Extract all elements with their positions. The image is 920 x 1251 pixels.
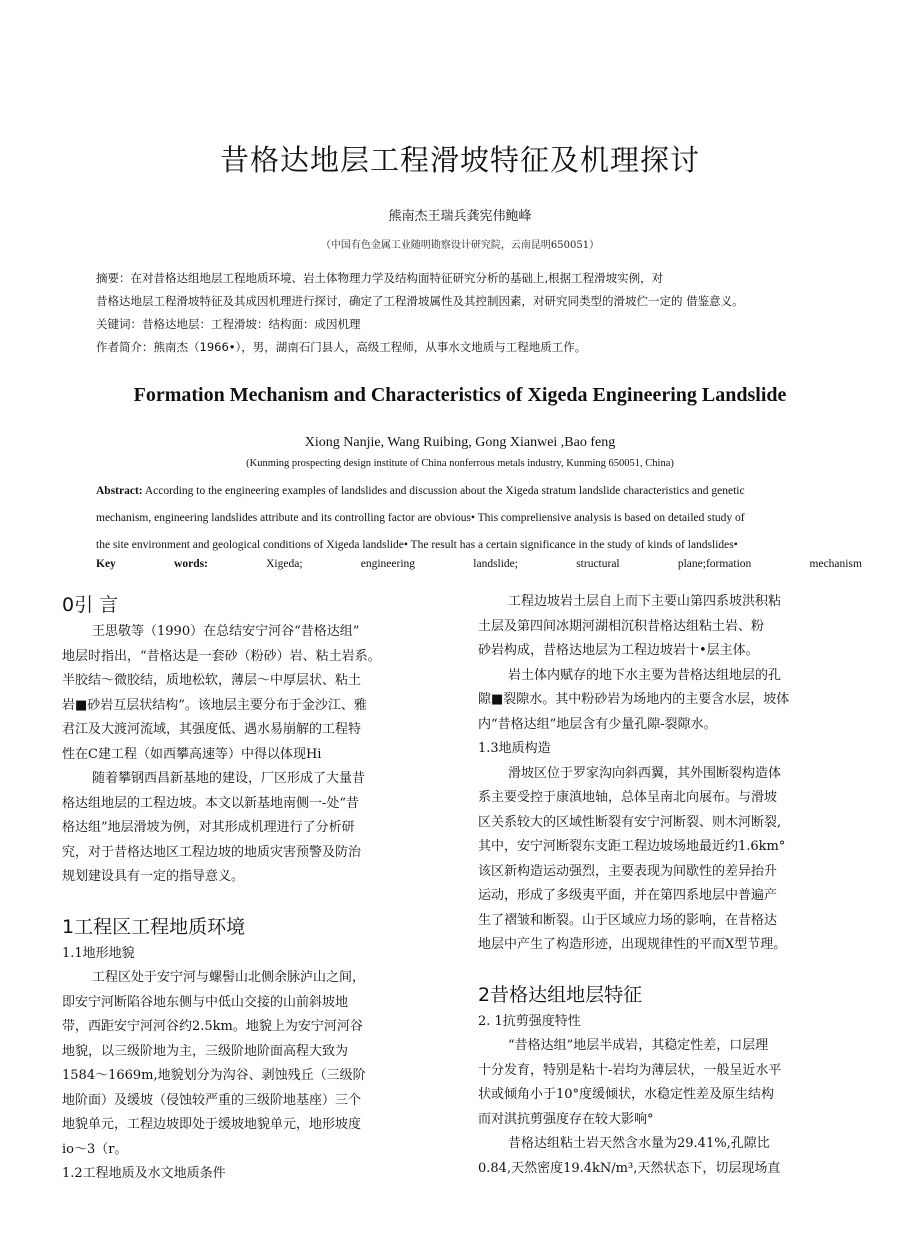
subsection-heading-1-3: 1.3地质构造 [478, 741, 551, 756]
authors-cn: 熊南杰王瑞兵龚宪伟鲍峰 [388, 209, 532, 224]
paragraph-line: 其中，安宁河断裂东支距工程边坡场地最近约1.6km° [478, 839, 786, 854]
paragraph-line: 地貌，以三级阶地为主，三级阶地阶面高程大致为 [62, 1043, 349, 1059]
keywords-en-label-words: words: [174, 558, 208, 570]
paragraph-line: 区关系较大的区域性断裂有安宁河断裂、则木河断裂, [478, 814, 782, 830]
section-heading-intro: 0引 言 [62, 594, 119, 616]
paragraph-line: 地层时指出，“昔格达是一套砂（粉砂）岩、粘土岩系。 [62, 648, 381, 664]
paragraph-line: 而对淇抗剪强度存在较大影响° [478, 1111, 654, 1127]
paragraph-line: 昔格达组粘土岩天然含水量为29.41%,孔隙比 [508, 1136, 770, 1151]
keyword: landslide; [473, 558, 518, 570]
paragraph-line: 状或倾角小于10°度缓倾状，水稳定性差及原生结构 [478, 1087, 775, 1102]
keyword: structural [576, 558, 620, 570]
paragraph-line: 君江及大渡河流域，其强度低、遇水易崩解的工程特 [62, 722, 362, 737]
paragraph-line: 格达组地层的工程边坡。本文以新基地南侧一-处“昔 [62, 795, 360, 811]
paragraph-line: 土层及第四间冰期河湖相沉积昔格达组粘土岩、粉 [478, 618, 765, 634]
paragraph-line: 滑坡区位于罗家沟向斜西翼，其外围断裂构造体 [508, 765, 782, 781]
right-column [478, 590, 878, 1181]
abstract-en [96, 478, 862, 559]
paragraph-line: 内“昔格达组”地层含有少量孔隙-裂隙水。 [478, 716, 717, 732]
subsection-heading-1-2: 1.2工程地质及水文地质条件 [62, 1166, 226, 1181]
paragraph-line: 砂岩构成，昔格达地层为工程边坡岩十•层主体。 [478, 643, 759, 658]
paragraph-line: 地貌单元，工程边坡即处于缓坡地貌单元，地形坡度 [62, 1117, 362, 1132]
paragraph-line: 格达组”地层滑坡为例，对其形成机理进行了分析研 [62, 820, 355, 835]
abstract-en-label: Abstract: [96, 485, 143, 497]
left-column [62, 590, 462, 1187]
abstract-cn-line: 摘要：在对昔格达组地层工程地质环境、岩土体物理力学及结构面特征研究分析的基础上,根据工程滑坡实例，对 [96, 271, 664, 285]
keyword: engineering [360, 558, 416, 570]
section-heading-2: 2昔格达组地层特征 [478, 983, 643, 1006]
affiliation-en: (Kunming prospecting design institute of China nonferrous metals industry, Kunming 650051, China) [246, 458, 674, 469]
paragraph-line: “昔格达组”地层半成岩，其稳定性差，口层理 [508, 1038, 769, 1053]
paragraph-line: 系主要受控于康滇地轴，总体呈南北向展布。与滑坡 [478, 790, 778, 805]
paragraph-line: 岩■砂岩互层状结构”。该地层主要分布于金沙江、雅 [62, 697, 367, 713]
abstract-cn [96, 267, 876, 359]
paragraph-line: 地层中产生了构造形迹，出现规律性的平而X型节理。 [478, 937, 787, 952]
paragraph-line: 岩土体内赋存的地下水主要为昔格达组地层的孔 [508, 667, 782, 683]
paragraph-line: 半胶结〜微胶结，质地松软，薄层〜中厚层状、粘土 [62, 673, 362, 688]
paragraph-line: 隙■裂隙水。其中粉砂岩为场地内的主要含水层，坡体 [478, 692, 790, 707]
paragraph-line: 工程边坡岩土层自上而下主要山第四系坡洪积粘 [508, 594, 782, 609]
paragraph-line: 生了褶皱和断裂。山于区域应力场的影响，在昔格达 [478, 912, 778, 928]
keyword: Xigeda; [266, 558, 303, 570]
paper-title-en: Formation Mechanism and Characteristics of Xigeda Engineering Landslide [133, 384, 787, 406]
keyword: mechanism [809, 558, 862, 570]
keywords-en-label-key: Key [96, 558, 116, 570]
keywords-en [96, 558, 862, 582]
paragraph-line: 运动，形成了多级夷平面，并在第四系地层中普遍产 [478, 888, 778, 903]
paragraph-line: 究，对于昔格达地区工程边坡的地质灾害预警及防治 [62, 844, 362, 860]
paragraph-line: 地阶面）及缓坡（侵蚀较严重的三级阶地基座）三个 [62, 1092, 362, 1108]
paragraph-line: 该区新构造运动强烈，主要表现为间歇性的差异抬升 [478, 863, 778, 879]
paragraph-line: 1584〜1669m,地貌划分为沟谷、剥蚀残丘（三级阶 [62, 1068, 366, 1083]
paragraph-line: 带，西距安宁河河谷约2.5km。地貌上为安宁河河谷 [62, 1019, 363, 1034]
abstract-cn-line: 昔格达地层工程滑坡特征及其成因机理进行探讨，确定了工程滑坡属性及其控制因素，对研究同类型的滑坡伫一定的 借鉴意义。 [96, 294, 744, 308]
abstract-en-line: According to the engineering examples of landslides and discussion about the Xigeda stratum landslide characteristics and genetic [142, 485, 745, 497]
paragraph-line: 工程区处于安宁河与螺髻山北侧余脉泸山之间， [92, 970, 366, 985]
section-heading-1: 1工程区工程地质环境 [62, 915, 246, 938]
paragraph-line: 十分发育，特别是粘十-岩均为薄层状，一般呈近水平 [478, 1062, 782, 1078]
paragraph-line: 0.84,天然密度19.4kN/m³,天然状态下，切层现场直 [478, 1160, 781, 1176]
paragraph-line: 王思敬等（1990）在总结安宁河谷“昔格达组” [92, 624, 360, 639]
author-intro-cn: 作者简介：熊南杰（1966•），男，湖南石门县人，高级工程师，从事水文地质与工程地质工作。 [96, 340, 587, 354]
keywords-cn: 关键词：昔格达地层：工程滑坡：结构面：成因机理 [96, 317, 361, 331]
paragraph-line: io〜3（r。 [62, 1141, 128, 1157]
abstract-en-line: mechanism, engineering landslides attribute and its controlling factor are obvious• This compreliensive analysis is based on detailed study of [96, 512, 745, 524]
subsection-heading-1-1: 1.1地形地貌 [62, 945, 135, 961]
subsection-heading-2-1: 2. 1抗剪强度特性 [478, 1013, 581, 1029]
paragraph-line: 规划建设具有一定的指导意义。 [62, 869, 245, 884]
keyword: plane;formation [677, 558, 752, 570]
affiliation-cn: （中国有色金属工业随明勘察设计研究院，云南昆明650051） [320, 240, 600, 251]
paragraph-line: 性在C建工程（如西攀高速等）中得以体现Hi [62, 746, 322, 762]
abstract-en-line: the site environment and geological conditions of Xigeda landslide• The result has a certain significance in the study of kinds of landslides• [96, 539, 738, 551]
paragraph-line: 随着攀钢西昌新基地的建设，厂区形成了大量昔 [92, 771, 366, 786]
paragraph-line: 即安宁河断陷谷地东侧与中低山交接的山前斜坡地 [62, 994, 349, 1010]
paper-title-cn: 昔格达地层工程滑坡特征及机理探讨 [219, 143, 700, 177]
authors-en: Xiong Nanjie, Wang Ruibing, Gong Xianwei ,Bao feng [304, 435, 616, 450]
